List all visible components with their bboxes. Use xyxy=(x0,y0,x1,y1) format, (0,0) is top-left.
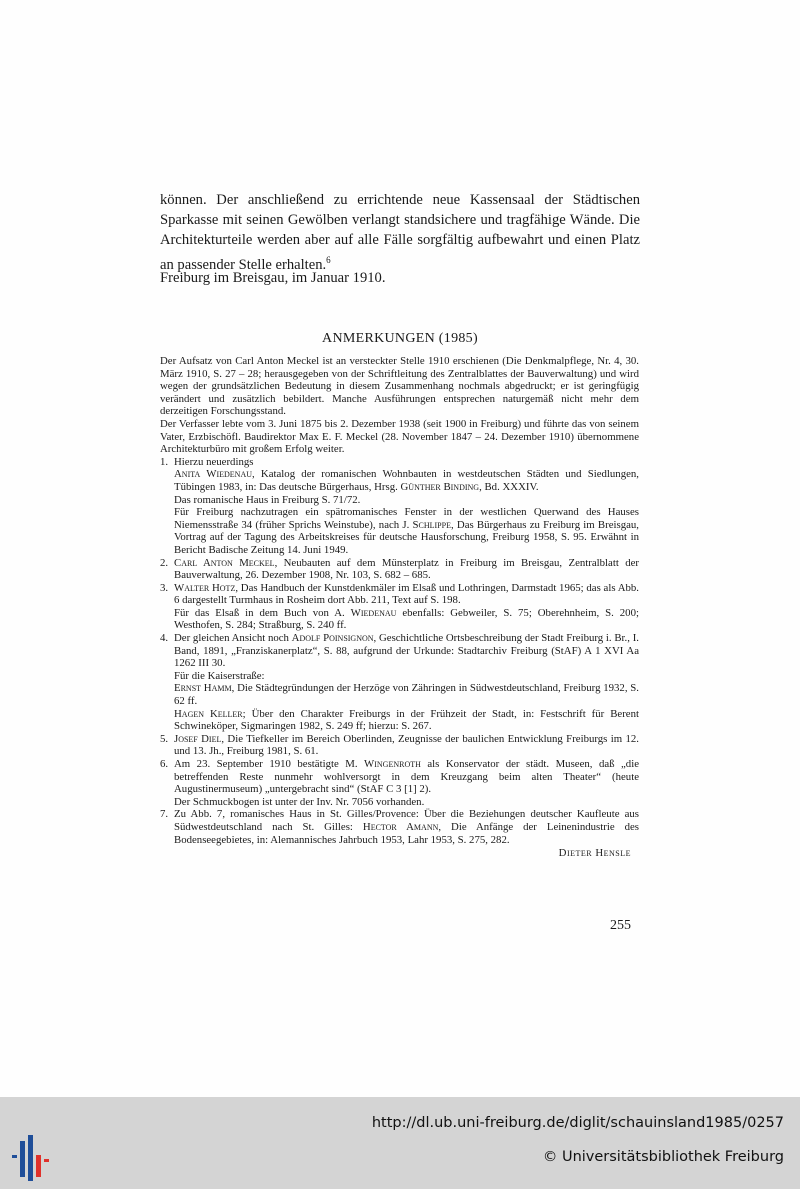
footnote-mark: 6 xyxy=(326,255,331,265)
note-text: , Das Handbuch der Kunstdenkmäler im Elsaß und Lothringen, Darmstadt 1965; das als Abb. 6 dargestellt Turmhaus in Rosheim dort Abb. 211, Text auf S. 198. xyxy=(174,581,639,607)
note-line xyxy=(174,670,639,683)
note-number: 6. xyxy=(160,758,169,770)
note-item xyxy=(160,557,639,582)
note-line xyxy=(174,808,639,846)
author-name: Ernst Hamm xyxy=(174,682,232,695)
note-text: , Bd. XXXIV. xyxy=(479,480,539,493)
author-name: Carl Anton Meckel xyxy=(174,556,275,569)
note-text: Für das Elsaß in dem Buch von A. xyxy=(174,606,351,619)
note-text: , Die Tiefkeller im Bereich Oberlinden, Zeugnisse der baulichen Entwicklung Freiburgs im 12. und 13. Jh., Freiburg 1981, S. 61. xyxy=(174,732,639,758)
note-text: Für Freiburg nachzutragen ein spätromanisches Fenster in der westlichen Querwand des Hauses Niemensstraße 34 (früher Sprichs Weinstube), nach J. xyxy=(174,506,639,531)
library-footer xyxy=(0,1097,800,1189)
note-number: 5. xyxy=(160,732,169,745)
author-name: Schlippe xyxy=(412,518,451,531)
ub-freiburg-logo-icon xyxy=(10,1135,52,1181)
note-number: 1. xyxy=(160,455,169,468)
notes-intro-1: Der Aufsatz von Carl Anton Meckel ist an versteckter Stelle 1910 erschienen (Die Denkmalpflege, Nr. 4, 30. März 1910, S. 27 – 28; herausgegeben von der Schriftleitung des Zentralblattes der Bauverwaltung) und wird wegen der grundsätzlichen Bedeutung in diesem Zusammenhang nochmals abgedruckt; er ist geringfügig verändert und zusätzlich bebildert. Manche Ausführungen entsprechen naturgemäß nicht mehr dem derzeitigen Forschungsstand. xyxy=(160,355,639,418)
note-text: , Die Städtegründungen der Herzöge von Zähringen in Südwestdeutschland, Freiburg 1932, S. 62 ff. xyxy=(174,682,639,708)
note-text: Am 23. September 1910 bestätigte M. xyxy=(174,758,365,770)
note-line xyxy=(174,733,639,758)
note-line xyxy=(174,708,639,733)
author-name: Wingenroth xyxy=(364,758,421,770)
note-list xyxy=(160,456,639,846)
note-text: Der gleichen Ansicht noch xyxy=(174,632,292,645)
note-text: Das romanische Haus in Freiburg S. 71/72. xyxy=(174,493,361,506)
note-item xyxy=(160,582,639,632)
note-number: 7. xyxy=(160,808,169,821)
note-item xyxy=(160,733,639,758)
author-name: Walter Hotz xyxy=(174,581,236,594)
page-number: 255 xyxy=(610,918,631,933)
note-line xyxy=(174,682,639,707)
place-date: Freiburg im Breisgau, im Januar 1910. xyxy=(160,270,386,286)
note-text: Der Schmuckbogen ist unter der Inv. Nr. 7056 vorhanden. xyxy=(174,795,425,808)
note-line xyxy=(174,632,639,670)
note-text: Zu Abb. 7, romanisches Haus in St. Gilles/Provence: Über die Beziehungen deutscher Kaufleute aus Südwestdeutschland nach St. Gilles: xyxy=(174,808,639,833)
author-name: Anita Wiedenau xyxy=(174,468,253,481)
notes-intro-2: Der Verfasser lebte vom 3. Juni 1875 bis 2. Dezember 1938 (seit 1900 in Freiburg) und führte das von seinem Vater, Erzbischöfl. Baudirektor Max E. F. Meckel (28. November 1847 – 24. Dezember 1910) übernommene Architekturbüro mit großem Erfolg weiter. xyxy=(160,417,639,456)
note-text: Hierzu neuerdings xyxy=(174,455,254,468)
note-item xyxy=(160,808,639,846)
author-name: Wiedenau xyxy=(350,606,397,619)
note-item xyxy=(160,456,639,557)
author-name: Hagen Keller xyxy=(174,707,243,720)
note-text: ebenfalls: Gebweiler, S. 75; Oberehnheim, S. 200; Westhofen, S. 284; Straßburg, S. 240 ff. xyxy=(174,606,639,632)
note-text: , Geschichtliche Ortsbeschreibung der Stadt Freiburg i. Br., I. Band, 1891, „Franziskanerplatz“, S. 88, aufgrund der Urkunde: Stadtarchiv Freiburg (StAF) A 1 XVI Aa 1262 III 30. xyxy=(174,632,639,670)
note-text: , Katalog der romanischen Wohnbauten in westdeutschen Städten und Siedlungen, Tübingen 1983, in: Das deutsche Bürgerhaus, Hrsg. xyxy=(174,468,639,493)
note-line xyxy=(174,582,639,607)
note-line xyxy=(174,456,639,469)
note-line xyxy=(174,506,639,556)
note-item xyxy=(160,632,639,733)
note-text: Für die Kaiserstraße: xyxy=(174,669,265,682)
note-text: , Die Anfänge der Leinenindustrie des Bodenseegebietes, in: Alemannisches Jahrbuch 1953, Lahr 1953, S. 275, 282. xyxy=(174,820,639,846)
note-text: ; Über den Charakter Freiburgs in der Frühzeit der Stadt, in: Festschrift für Berent Schwineköper, Sigmaringen 1982, S. 249 ff; hierzu: S. 267. xyxy=(174,707,639,733)
note-number: 2. xyxy=(160,556,169,569)
author-name: Adolf Poinsignon xyxy=(291,632,374,645)
notes-section xyxy=(160,355,639,860)
footer-copyright: © Universitätsbibliothek Freiburg xyxy=(542,1149,784,1165)
notes-heading: ANMERKUNGEN (1985) xyxy=(322,331,478,346)
body-paragraph: können. Der anschließend zu errichtende neue Kassensaal der Städtischen Sparkasse mit seinen Gewölben verlangt standsichere und tragfähige Wände. Die Architekturteile werden aber auf alle Fälle sorgfältig aufbewahrt und einen Platz an passender Stelle erhalten.$^6$ xyxy=(160,192,640,273)
note-line xyxy=(174,557,639,582)
author-name: Josef Diel xyxy=(174,732,222,745)
note-text: , Das Bürgerhaus zu Freiburg im Breisgau, Vortrag auf der Tagung des Arbeitskreises für deutsche Hausforschung, Freiburg 1958, S. 95. Erwähnt in Bericht Badische Zeitung 14. Juni 1949. xyxy=(174,518,639,556)
note-line xyxy=(174,796,639,809)
note-number: 4. xyxy=(160,632,169,645)
note-line xyxy=(174,494,639,507)
author-name: Günther Binding xyxy=(400,480,480,493)
note-line xyxy=(174,607,639,632)
note-item xyxy=(160,758,639,808)
note-number: 3. xyxy=(160,581,169,594)
author-signature: Dieter Hensle xyxy=(558,847,631,860)
note-line xyxy=(174,758,639,796)
footer-url[interactable]: http://dl.ub.uni-freiburg.de/diglit/schauinsland1985/0257 xyxy=(371,1115,784,1131)
note-line xyxy=(174,468,639,493)
author-name: Hector Amann xyxy=(362,820,439,833)
note-text: , Neubauten auf dem Münsterplatz in Freiburg im Breisgau, Zentralblatt der Bauverwaltung, 26. Dezember 1908, Nr. 103, S. 682 – 685. xyxy=(174,556,639,582)
note-text: als Konservator der städt. Museen, daß „die betreffenden Reste nunmehr wohlversorgt in dem Kreuzgang beim alten Theater“ (heute Augustinermuseum) „untergebracht sind“ (StAF C 3 [1] 2). xyxy=(174,758,639,796)
